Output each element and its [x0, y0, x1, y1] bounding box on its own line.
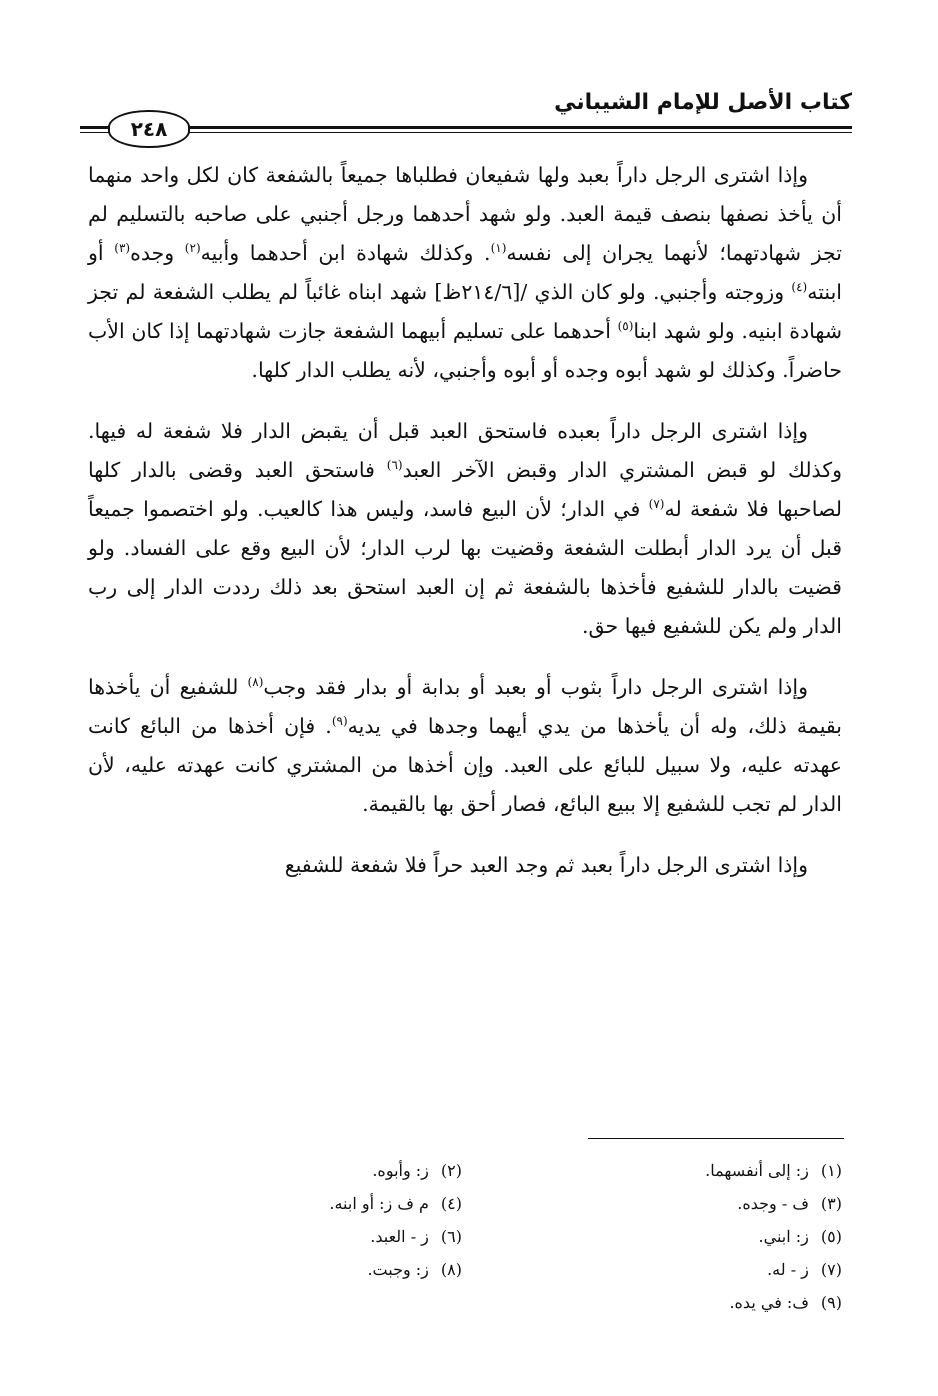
paragraph-text: وجده	[130, 241, 185, 265]
main-text	[88, 156, 842, 885]
page-header	[70, 88, 852, 148]
footnote-number: (٩)	[820, 1293, 842, 1312]
footnote-text: ز - له.	[767, 1260, 809, 1279]
paragraph	[88, 668, 842, 824]
footnote	[705, 1187, 842, 1220]
paragraph	[88, 846, 842, 885]
page-number: ٢٤٨	[108, 110, 190, 148]
footnote-marker: (٣)	[114, 241, 131, 256]
paragraph	[88, 412, 842, 646]
paragraph-text: وإذا اشترى الرجل داراً بثوب أو بعبد أو بدابة أو بدار فقد وجب	[263, 675, 808, 699]
footnote-marker: (٧)	[648, 497, 665, 512]
paragraph-text: وإذا اشترى الرجل داراً بعبده فاستحق العبد قبل أن يقبض الدار فلا شفعة له فيها. وكذلك لو قبض المشتري الدار وقبض الآخر العبد	[88, 419, 842, 482]
footnote	[705, 1154, 842, 1187]
footnote-marker: (١)	[490, 241, 507, 256]
footnote-text: ز: ابني.	[758, 1227, 809, 1246]
footnote-marker: (٨)	[247, 675, 264, 690]
header-rule-thick	[80, 126, 852, 129]
header-rule-thin	[80, 132, 852, 133]
footnote-number: (٤)	[440, 1194, 462, 1213]
footnote	[705, 1253, 842, 1286]
footnote	[705, 1220, 842, 1253]
book-title: كتاب الأصل للإمام الشيباني	[554, 90, 852, 115]
footnote	[329, 1220, 462, 1253]
footnote	[705, 1286, 842, 1319]
footnote-marker: (٩)	[331, 714, 348, 729]
paragraph-text: وإذا اشترى الرجل داراً بعبد ثم وجد العبد حراً فلا شفعة للشفيع	[284, 853, 808, 877]
footnote	[329, 1253, 462, 1286]
paragraph-text: أو ابنته	[88, 241, 842, 304]
footnote	[329, 1154, 462, 1187]
footnote-marker: (٢)	[184, 241, 201, 256]
footnotes-right-column	[705, 1154, 842, 1319]
footnote-number: (٣)	[820, 1194, 842, 1213]
paragraph-text: للشفيع أن يأخذها بقيمة ذلك، وله أن يأخذها من يدي أيهما وجدها في يديه	[88, 675, 842, 738]
footnote-text: ز: وجبت.	[367, 1260, 429, 1279]
footnote-marker: (٥)	[617, 319, 634, 334]
paragraph-text: . وكذلك شهادة ابن أحدهما وأبيه	[200, 241, 491, 265]
footnote	[329, 1187, 462, 1220]
paragraph	[88, 156, 842, 390]
footnote-text: ز: وأبوه.	[372, 1161, 429, 1180]
footnote-text: ف: في يده.	[729, 1293, 809, 1312]
footnote-separator	[588, 1138, 844, 1139]
paragraph-text: وإذا اشترى الرجل داراً بعبد ولها شفيعان فطلباها جميعاً بالشفعة كان لكل واحد منهما أن يأخذ نصفها بنصف قيمة العبد. ولو شهد أحدهما ورجل أجنبي على صاحبه بالتسليم لم تجز شهادتهما؛ لأنهما يجران إلى نفسه	[88, 163, 842, 265]
footnote-text: ف - وجده.	[737, 1194, 809, 1213]
paragraph-text: . فإن أخذها من البائع كانت عهدته عليه، ولا سبيل للبائع على العبد. وإن أخذها من المشتري كانت عهدته عليه، لأن الدار لم تجب للشفيع إلا ببيع البائع، فصار أحق بها بالقيمة.	[88, 714, 842, 816]
footnote-marker: (٦)	[386, 458, 403, 473]
footnote-number: (٧)	[820, 1260, 842, 1279]
paragraph-text: فاستحق العبد وقضى بالدار كلها لصاحبها فلا شفعة له	[88, 458, 842, 521]
footnotes-left-column	[329, 1154, 462, 1286]
footnote-number: (٦)	[440, 1227, 462, 1246]
paragraph-text: أحدهما على تسليم أبيهما الشفعة جازت شهادتهما إذا كان الأب حاضراً. وكذلك لو شهد أبوه وجده أو أبوه وأجنبي، لأنه يطلب الدار كلها.	[88, 319, 842, 382]
footnote-number: (٥)	[820, 1227, 842, 1246]
footnote-number: (١)	[820, 1161, 842, 1180]
paragraph-text: وزوجته وأجنبي. ولو كان الذي /[٢١٤/٦ظ] شهد ابناه غائباً لم يطلب الشفعة لم تجز شهادة ابنيه. ولو شهد ابنا	[88, 280, 842, 343]
footnote-text: م ف ز: أو ابنه.	[329, 1194, 429, 1213]
footnote-number: (٢)	[440, 1161, 462, 1180]
paragraph-text: في الدار؛ لأن البيع فاسد، وليس هذا كالعيب. ولو اختصموا جميعاً قبل أن يرد الدار أبطلت الشفعة وقضيت بها لرب الدار؛ لأن البيع وقع على الفساد. ولو قضيت بالدار للشفيع فأخذها بالشفعة ثم إن العبد استحق بعد ذلك رددت الدار إلى رب الدار ولم يكن للشفيع فيها حق.	[88, 497, 842, 638]
footnote-marker: (٤)	[791, 280, 808, 295]
footnote-text: ز: إلى أنفسهما.	[705, 1161, 809, 1180]
footnote-number: (٨)	[440, 1260, 462, 1279]
footnote-text: ز - العبد.	[370, 1227, 429, 1246]
